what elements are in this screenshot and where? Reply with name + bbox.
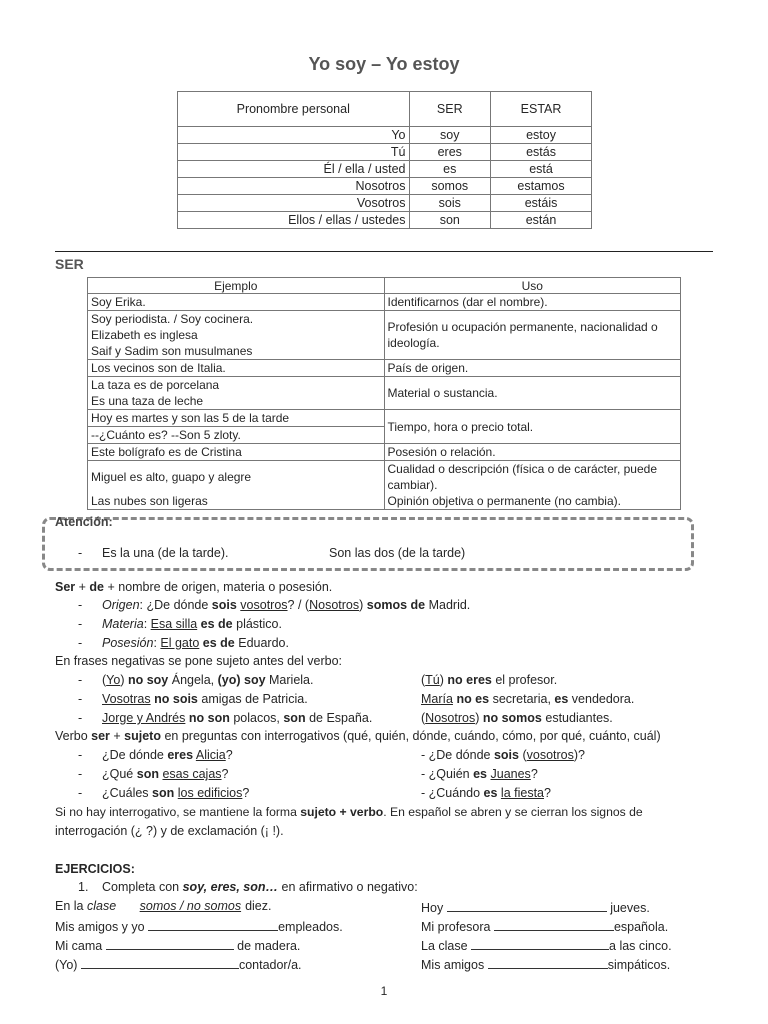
cell-uso: Posesión o relación. [384,444,681,461]
text: en preguntas con interrogativos (qué, quién, dónde, cuándo, cómo, por qué, cuánto, cuál) [160,729,661,743]
example-line: Saif y Sadim son musulmanes [91,344,253,358]
text: vendedora. [568,692,635,706]
cell-ejemplo [88,377,385,410]
answer-blank[interactable] [447,899,607,912]
cell-uso: Opinión objetiva o permanente (no cambia). [384,493,681,510]
text: ( [518,748,527,762]
answer-blank[interactable] [81,956,239,969]
exercise-number: 1. [78,880,89,894]
text: Verbo [55,729,92,743]
text-italic: Posesión [102,636,154,650]
cell-estar: estamos [491,178,592,195]
paragraph-line [55,805,643,819]
example-posesion [102,636,289,650]
cell-estar: estáis [491,195,592,212]
example-origen [102,598,470,612]
ser-usage-table [87,277,681,510]
list-dash: - [78,748,83,762]
table-row [88,493,681,510]
section-heading-ser: SER [55,256,84,272]
text: estudiantes. [541,711,613,725]
answer-blank[interactable] [148,918,278,931]
text-italic: Materia [102,617,144,631]
text: - ¿Quién [421,767,474,781]
text-underline: Vosotras [102,692,151,706]
cell-pronoun: Él / ella / usted [178,161,410,178]
table-row [88,360,681,377]
question-intro [55,729,661,743]
cell-ser: son [409,212,491,229]
cell-ejemplo: Este bolígrafo es de Cristina [88,444,385,461]
text: ) [120,673,128,687]
text: Madrid. [425,598,471,612]
cell-uso: País de origen. [384,360,681,377]
text: (Yo) [55,958,81,972]
text: Mis amigos y yo [55,920,149,934]
text: ? / ( [287,598,310,612]
attention-item-1: Es la una (de la tarde). [102,546,229,560]
text: : [153,636,161,650]
cell-pronoun: Nosotros [178,178,410,195]
table-row [178,212,592,229]
cell-uso: Tiempo, hora o precio total. [384,410,681,444]
cell-ser: somos [409,178,491,195]
text-underline: María [421,692,453,706]
answer-blank[interactable] [106,937,234,950]
cell-ser: sois [409,195,491,212]
table-row [178,127,592,144]
text: ¿Cuáles [102,786,153,800]
example-line: Es una taza de leche [91,394,204,408]
text: secretaria, [489,692,555,706]
cell-ejemplo: Miguel es alto, guapo y alegre [88,461,385,494]
question-example [421,786,551,800]
cell-uso: Material o sustancia. [384,377,681,410]
negative-example [421,673,557,687]
text: Ángela, [168,673,218,687]
text: : [143,617,151,631]
negative-intro: En frases negativas se pone sujeto antes del verbo: [55,654,342,668]
attention-item-2: Son las dos (de la tarde) [329,546,466,560]
text: a las cinco. [609,939,672,953]
text-bold: Ser [55,580,76,594]
text: el profesor. [491,673,558,687]
text-underline: El gato [160,636,200,650]
exercise-instruction [102,880,418,894]
text-bold: no somos [482,711,542,725]
question-example [102,767,228,781]
text-underline: Jorge y Andrés [102,711,186,725]
text-bold: no soy [127,673,169,687]
negative-example [102,673,313,687]
exercise-line [55,937,300,953]
table-row [88,311,681,360]
list-dash: - [78,692,83,706]
cell-ser: eres [409,144,491,161]
text: ) [475,711,483,725]
list-dash: - [78,598,83,612]
cell-estar: están [491,212,592,229]
negative-example [421,692,634,706]
col-estar: ESTAR [491,92,592,127]
cell-ejemplo: --¿Cuánto es? --Son 5 zloty. [88,427,385,444]
cell-uso: Cualidad o descripción (física o de carácter, puede cambiar). [384,461,681,494]
text: Eduardo. [234,636,289,650]
text-bold: sois [211,598,237,612]
cell-pronoun: Tú [178,144,410,161]
text-bold: sujeto + verbo [300,805,384,819]
text: + [75,580,90,594]
text-underline: Alicia [195,748,226,762]
text-bold: eres [167,748,194,762]
text-bold: son [152,786,175,800]
negative-example [421,711,613,725]
text-bold: sois [493,748,519,762]
text: + nombre de origen, materia o posesión. [104,580,333,594]
text: La clase [421,939,472,953]
text: diez. [245,899,272,913]
text: ( [102,673,107,687]
text: de madera. [233,939,301,953]
text-italic: clase [86,899,117,913]
filled-answer: somos / no somos [139,899,242,913]
table-row [88,410,681,427]
cell-pronoun: Vosotros [178,195,410,212]
text-bold: es de [202,636,235,650]
text-bold: es de [200,617,233,631]
table-row [88,377,681,410]
text-bold: sujeto [124,729,161,743]
attention-box [42,517,694,571]
text: ) [439,673,448,687]
table-row [178,144,592,161]
text-underline: vosotros [526,748,574,762]
cell-estar: estoy [491,127,592,144]
text-underline: vosotros [240,598,288,612]
col-ejemplo: Ejemplo [88,278,385,294]
table-row [88,294,681,311]
list-dash: - [78,786,83,800]
text-underline: esas cajas [162,767,222,781]
cell-ser: es [409,161,491,178]
text: amigas de Patricia. [197,692,308,706]
list-dash: - [78,673,83,687]
text: ? [544,786,551,800]
example-line: La taza es de porcelana [91,378,220,392]
text-underline: Esa silla [150,617,198,631]
text: . En español se abren y se cierran los signos de [383,805,643,819]
exercises-heading: EJERCICIOS: [55,862,135,876]
cell-estar: estás [491,144,592,161]
table-row [88,444,681,461]
text-italic: Origen [102,598,140,612]
text-bold: es [473,767,488,781]
table-row [88,461,681,494]
exercise-line [55,956,302,972]
cell-ejemplo [88,311,385,360]
text-bold-italic: soy, eres, son… [182,880,279,894]
text-underline: Tú [425,673,440,687]
exercise-line [421,918,668,934]
text: + [109,729,125,743]
cell-ser: soy [409,127,491,144]
section-divider [55,251,713,252]
text-bold: no es [456,692,490,706]
text: española. [613,920,669,934]
example-line: Elizabeth es inglesa [91,328,198,342]
negative-example [102,692,308,706]
question-example [102,748,233,762]
example-materia [102,617,282,631]
list-dash: - [78,546,83,560]
text-underline: Nosotros [425,711,476,725]
paragraph-line: interrogación (¿ ?) y de exclamación (¡ !). [55,824,284,838]
cell-ejemplo: Hoy es martes y son las 5 de la tarde [88,410,385,427]
text-underline: la fiesta [500,786,545,800]
cell-ejemplo [88,294,385,311]
text: polacos, [229,711,284,725]
conjugation-table [177,91,592,229]
cell-uso: Profesión u ocupación permanente, nacionalidad o ideología. [384,311,681,360]
text: ¿De dónde [102,748,168,762]
text: Mi profesora [421,920,494,934]
exercise-line [421,956,670,972]
text: Si no hay interrogativo, se mantiene la forma [55,805,301,819]
col-ser: SER [409,92,491,127]
text-bold: no sois [154,692,198,706]
exercise-line [55,918,343,934]
example-line: Soy Erika. [91,295,146,309]
list-dash: - [78,767,83,781]
table-row [178,178,592,195]
text-bold: son [283,711,306,725]
text-bold: no eres [447,673,492,687]
text: ( [421,711,426,725]
exercise-line [421,937,672,953]
cell-pronoun: Ellos / ellas / ustedes [178,212,410,229]
exercise-line [55,899,271,913]
text: ? [221,767,229,781]
text-bold: (yo) soy [217,673,266,687]
text: jueves. [606,901,650,915]
cell-pronoun: Yo [178,127,410,144]
text: plástico. [232,617,282,631]
text-underline: Nosotros [309,598,360,612]
question-example [421,767,538,781]
text: ¿Qué [102,767,137,781]
text-underline: los edificios [177,786,243,800]
answer-blank[interactable] [471,937,609,950]
exercise-line [421,899,650,915]
text: Mis amigos [421,958,488,972]
table-row [178,195,592,212]
cell-estar: está [491,161,592,178]
text: en afirmativo o negativo: [278,880,418,894]
text: - ¿De dónde [421,748,494,762]
text-bold: somos de [366,598,426,612]
text-bold: son [136,767,159,781]
text-underline: Yo [106,673,121,687]
text-bold: no son [188,711,230,725]
text: ? [242,786,250,800]
example-line: Soy periodista. / Soy cocinera. [91,312,254,326]
list-dash: - [78,617,83,631]
text: ? [530,767,538,781]
cell-ejemplo: Las nubes son ligeras [88,493,385,510]
text: ) [359,598,367,612]
text-underline: Juanes [490,767,531,781]
col-uso: Uso [384,278,681,294]
text: ? [225,748,233,762]
text-bold: de [89,580,104,594]
text: )? [573,748,585,762]
answer-blank[interactable] [494,918,614,931]
text-bold: es [483,786,498,800]
text: simpáticos. [607,958,671,972]
question-example [102,786,249,800]
page-title: Yo soy – Yo estoy [308,54,460,74]
cell-uso: Identificarnos (dar el nombre). [384,294,681,311]
text: En la [55,899,87,913]
page-number: 1 [380,984,388,998]
text-bold: es [554,692,569,706]
text: empleados. [278,920,343,934]
question-example [421,748,585,762]
text: Completa con [102,880,183,894]
text: - ¿Cuándo [421,786,484,800]
answer-blank[interactable] [488,956,608,969]
table-row [178,161,592,178]
list-dash: - [78,636,83,650]
col-pronombre: Pronombre personal [178,92,410,127]
text: contador/a. [238,958,302,972]
text: : ¿De dónde [139,598,212,612]
cell-ejemplo: Los vecinos son de Italia. [88,360,385,377]
text-bold: ser [91,729,110,743]
list-dash: - [78,711,83,725]
text: de España. [305,711,373,725]
attention-label: Atención: [55,515,113,529]
rule-ser-de [55,580,332,594]
negative-example [102,711,372,725]
text: Mi cama [55,939,106,953]
text: Hoy [421,901,444,915]
text: ( [421,673,426,687]
text: Mariela. [265,673,314,687]
